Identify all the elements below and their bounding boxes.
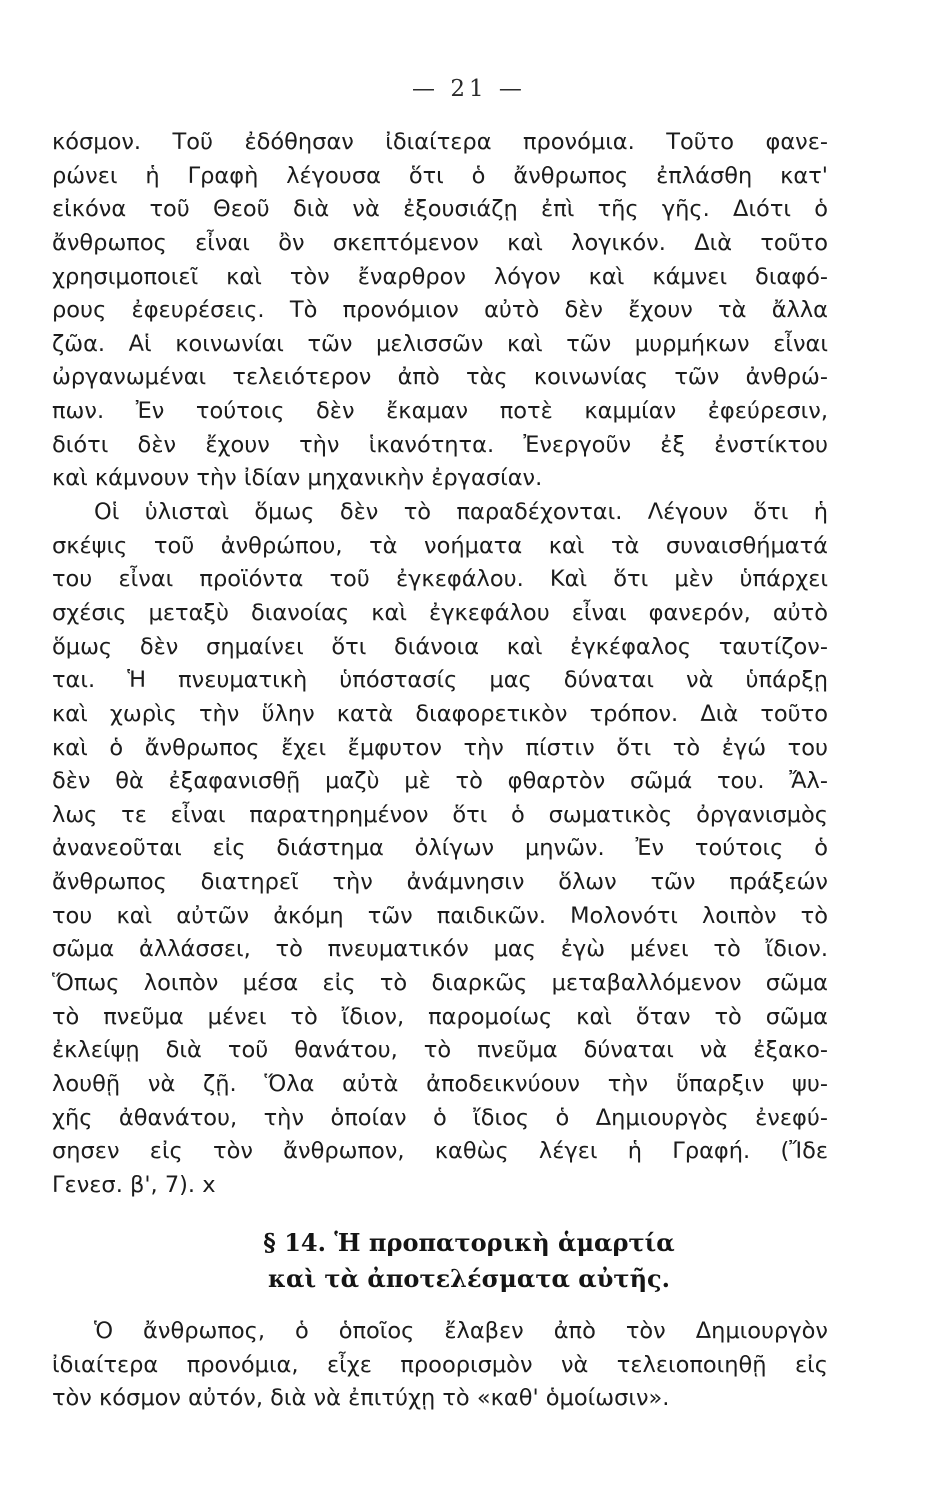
text-line: ζῶα. Αἱ κοινωνίαι τῶν μελισσῶν καὶ τῶν μυρμήκων εἶναι [52,330,828,357]
text-line: χῆς ἀθανάτου, τὴν ὁποίαν ὁ ἴδιος ὁ Δημιουργὸς ἐνεφύ- [52,1104,828,1131]
text-line: σχέσις μεταξὺ διανοίας καὶ ἐγκεφάλου εἶναι φανερόν, αὐτὸ [52,599,828,626]
text-line: σκέψις τοῦ ἀνθρώπου, τὰ νοήματα καὶ τὰ συναισθήματά [52,532,828,559]
text-line: διότι δὲν ἔχουν τὴν ἱκανότητα. Ἐνεργοῦν ἐξ ἐνστίκτου [52,431,828,458]
text-line: ἐκλείψῃ διὰ τοῦ θανάτου, τὸ πνεῦμα δύναται νὰ ἐξακο- [52,1037,828,1064]
text-line: Ὅπως λοιπὸν μέσα εἰς τὸ διαρκῶς μεταβαλλόμενον σῶμα [52,970,828,997]
text-line: δὲν θὰ ἐξαφανισθῇ μαζὺ μὲ τὸ φθαρτὸν σῶμά του. Ἄλ- [52,768,828,795]
text-line: ἄνθρωπος εἶναι ὂν σκεπτόμενον καὶ λογικόν. Διὰ τοῦτο [52,229,828,256]
text-line: Οἱ ὑλισταὶ ὅμως δὲν τὸ παραδέχονται. Λέγουν ὅτι ἡ [94,499,828,526]
text-line: ὅμως δὲν σημαίνει ὅτι διάνοια καὶ ἐγκέφαλος ταυτίζον- [52,633,828,660]
section-heading-line-2: καὶ τὰ ἀποτελέσματα αὐτῆς. [268,1264,670,1293]
text-line: κόσμον. Τοῦ ἐδόθησαν ἰδιαίτερα προνόμια. Τοῦτο φανε- [52,129,828,155]
text-line: ρους ἐφευρέσεις. Τὸ προνόμιον αὐτὸ δὲν ἔχουν τὰ ἄλλα [52,297,828,324]
text-line: ἰδιαίτερα προνόμια, εἶχε προορισμὸν νὰ τελειοποιηθῇ εἰς [52,1351,828,1378]
text-line: λως τε εἶναι παρατηρημένον ὅτι ὁ σωματικὸς ὀργανισμὸς [52,801,828,828]
text-line: εἰκόνα τοῦ Θεοῦ διὰ νὰ ἐξουσιάζῃ ἐπὶ τῆς γῆς. Διότι ὁ [52,196,828,223]
text-line: ται. Ἡ πνευματικὴ ὑπόστασίς μας δύναται νὰ ὑπάρξῃ [52,667,828,694]
page-number: — 21 — [412,76,526,102]
text-line: του εἶναι προϊόντα τοῦ ἐγκεφάλου. Καὶ ὅτι μὲν ὑπάρχει [52,566,828,593]
section-heading-line-1: § 14. Ἡ προπατορικὴ ἁμαρτία [263,1228,675,1257]
text-line: Γενεσ. β', 7). x [52,1171,216,1198]
text-line: του καὶ αὐτῶν ἀκόμη τῶν παιδικῶν. Μολονότι λοιπὸν τὸ [52,902,828,929]
text-line: χρησιμοποιεῖ καὶ τὸν ἔναρθρον λόγον καὶ κάμνει διαφό- [52,263,828,290]
text-line: ρώνει ἡ Γραφὴ λέγουσα ὅτι ὁ ἄνθρωπος ἐπλάσθη κατ' [52,162,828,189]
text-line: σῶμα ἀλλάσσει, τὸ πνευματικόν μας ἐγὼ μένει τὸ ἴδιον. [52,936,828,963]
text-line: καὶ ὁ ἄνθρωπος ἔχει ἔμφυτον τὴν πίστιν ὅτι τὸ ἐγώ του [52,734,828,761]
text-line: ἄνθρωπος διατηρεῖ τὴν ἀνάμνησιν ὅλων τῶν πράξεών [52,869,828,896]
text-line: τὸν κόσμον αὐτόν, διὰ νὰ ἐπιτύχῃ τὸ «καθ' ὁμοίωσιν». [52,1385,670,1412]
text-line: Ὁ ἄνθρωπος, ὁ ὁποῖος ἔλαβεν ἀπὸ τὸν Δημιουργὸν [94,1318,828,1344]
text-line: ὠργανωμέναι τελειότερον ἀπὸ τὰς κοινωνίας τῶν ἀνθρώ- [52,364,828,391]
body-text-block-2 [52,1315,828,1416]
text-line: καὶ κάμνουν τὴν ἰδίαν μηχανικὴν ἐργασίαν. [52,465,543,492]
text-line: καὶ χωρὶς τὴν ὕλην κατὰ διαφορετικὸν τρόπον. Διὰ τοῦτο [52,700,828,727]
text-line: λουθῇ νὰ ζῇ. Ὅλα αὐτὰ ἀποδεικνύουν τὴν ὕπαρξιν ψυ- [52,1070,828,1097]
text-line: τὸ πνεῦμα μένει τὸ ἴδιον, παρομοίως καὶ ὅταν τὸ σῶμα [52,1003,828,1030]
body-text-block-1 [52,126,828,1203]
text-line: ἀνανεοῦται εἰς διάστημα ὀλίγων μηνῶν. Ἐν τούτοις ὁ [52,835,828,862]
text-line: σησεν εἰς τὸν ἄνθρωπον, καθὼς λέγει ἡ Γραφή. (Ἴδε [52,1138,828,1165]
text-line: πων. Ἐν τούτοις δὲν ἔκαμαν ποτὲ καμμίαν ἐφεύρεσιν, [52,398,828,425]
